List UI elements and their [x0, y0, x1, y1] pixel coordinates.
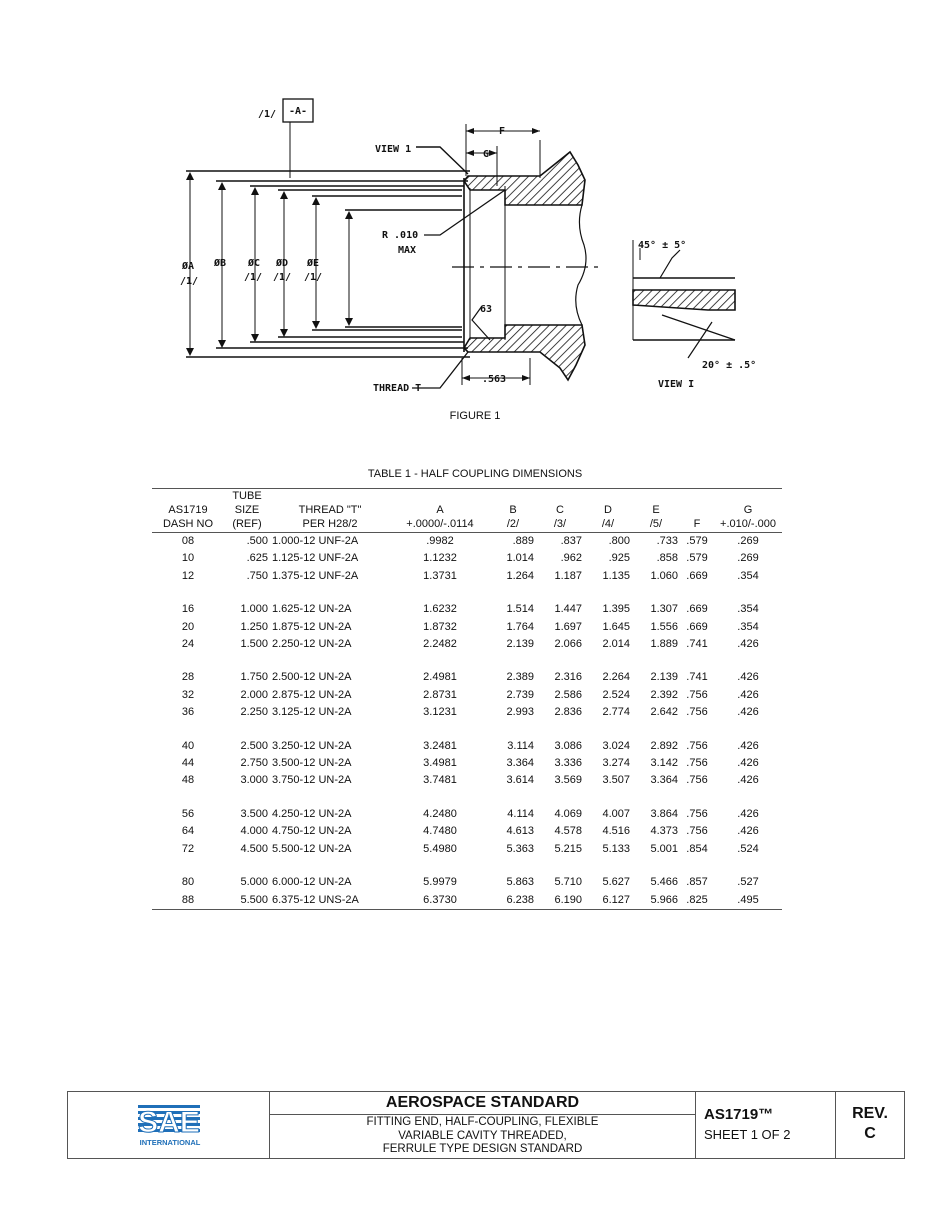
radius-note: R .010 [382, 230, 419, 241]
table-cell: 1.750 [240, 671, 268, 684]
standard-heading: AEROSPACE STANDARD [270, 1092, 695, 1115]
table-cell: 2.739 [506, 688, 534, 701]
dia-d: ØD [276, 258, 289, 269]
table-cell: 3.614 [506, 774, 534, 787]
table-cell: .889 [512, 535, 534, 547]
table-row [152, 636, 782, 653]
table-cell: 2.8731 [423, 688, 457, 701]
table-cell: .426 [737, 638, 759, 651]
table-cell: .857 [686, 876, 708, 889]
table-cell: 5.500-12 UN-2A [272, 842, 352, 855]
table-cell: 4.500 [240, 842, 268, 855]
column-header-line: B [509, 504, 517, 516]
table-cell: 1.447 [554, 603, 582, 616]
table-cell: .756 [686, 739, 708, 752]
column-header-line: TUBE [232, 490, 262, 502]
table-cell: 4.114 [507, 807, 534, 820]
table-cell: 4.750-12 UN-2A [272, 825, 352, 838]
table-cell: 2.642 [650, 706, 678, 719]
table-cell: 08 [181, 535, 195, 547]
title-line-2: VARIABLE CAVITY THREADED, [398, 1129, 567, 1142]
table-cell: .426 [737, 807, 759, 820]
sae-logo [68, 1092, 270, 1158]
title-cell [270, 1092, 696, 1158]
table-cell: 1.625-12 UN-2A [272, 603, 352, 616]
table-cell: 4.578 [554, 825, 582, 838]
group-spacer [152, 653, 782, 669]
table-cell: 64 [181, 825, 195, 838]
table-cell: 20 [181, 620, 195, 633]
column-header [390, 489, 490, 533]
table-cell: .495 [737, 893, 759, 906]
table-cell: .741 [686, 671, 708, 684]
table-row [152, 755, 782, 772]
table-cell: 3.507 [602, 774, 630, 787]
table-cell: .269 [737, 535, 759, 547]
table-cell: 2.250-12 UN-2A [272, 638, 352, 651]
table-cell: .756 [686, 774, 708, 787]
table-cell: 1.889 [650, 638, 678, 651]
table-cell: .756 [686, 757, 708, 770]
table-row [152, 738, 782, 755]
table-cell: 2.750 [240, 757, 268, 770]
table-cell: 6.000-12 UN-2A [272, 876, 352, 889]
table-cell: 3.125-12 UN-2A [272, 706, 352, 719]
table-row [152, 823, 782, 840]
table-cell: .625 [246, 552, 268, 565]
table-cell: .524 [737, 842, 759, 855]
table-cell: 1.264 [506, 569, 534, 582]
column-header [536, 489, 584, 533]
angle-top: 45° ± 5° [638, 240, 687, 251]
table-cell: .669 [686, 569, 708, 582]
table-cell: 1.8732 [423, 620, 457, 633]
table-cell: 1.125-12 UNF-2A [272, 552, 359, 565]
table-cell: .354 [737, 603, 759, 616]
table-cell: 32 [181, 688, 195, 701]
table-cell: 5.500 [240, 893, 268, 906]
group-spacer [152, 790, 782, 806]
table-row [152, 568, 782, 585]
table-cell: 1.6232 [423, 603, 457, 616]
table-cell: 4.007 [602, 807, 630, 820]
table-cell: 2.316 [554, 671, 582, 684]
length-dim: .563 [482, 374, 507, 385]
dia-d-note: /1/ [273, 272, 292, 283]
column-header-line: /5/ [649, 518, 663, 530]
table-cell: .825 [686, 893, 708, 906]
table-row [152, 550, 782, 567]
table-cell: 1.3731 [423, 569, 457, 582]
logo-sub: INTERNATIONAL [139, 1138, 201, 1147]
table-cell: .858 [656, 552, 678, 565]
table-cell: 2.875-12 UN-2A [272, 688, 352, 701]
column-header-line: PER H28/2 [302, 518, 358, 530]
table-cell: 3.024 [602, 739, 630, 752]
table-cell: 1.556 [650, 620, 678, 633]
table-cell: 2.586 [554, 688, 582, 701]
dia-a-note: /1/ [180, 276, 199, 287]
table-cell: 3.086 [554, 739, 582, 752]
table-cell: 3.114 [507, 739, 534, 752]
group-spacer [152, 585, 782, 601]
datum-note: /1/ [258, 109, 277, 120]
figure-caption: FIGURE 1 [449, 410, 501, 422]
column-header [224, 489, 270, 533]
table-cell: 1.000 [240, 603, 268, 616]
table-row [152, 704, 782, 721]
table-cell: 3.2481 [423, 739, 457, 752]
column-header-line: E [652, 504, 660, 516]
table-cell: 3.7481 [423, 774, 457, 787]
table-cell: 80 [181, 876, 195, 889]
table-cell: .426 [737, 757, 759, 770]
table-cell: .579 [686, 535, 708, 547]
revision-cell [836, 1092, 904, 1158]
column-header-line: +.0000/-.0114 [406, 518, 474, 530]
table-cell: 2.014 [602, 638, 630, 651]
document-cell [696, 1092, 836, 1158]
table-cell: 24 [181, 638, 195, 651]
table-cell: .733 [656, 535, 678, 547]
table-cell: 3.364 [506, 757, 534, 770]
group-spacer [152, 858, 782, 874]
logo-text: SAE [138, 1106, 200, 1139]
table-cell: 5.710 [554, 876, 582, 889]
table-cell: 5.863 [506, 876, 534, 889]
table-cell: 5.466 [650, 876, 678, 889]
table-cell: 1.135 [602, 569, 630, 582]
table-cell: 40 [181, 739, 195, 752]
radius-max: MAX [398, 245, 417, 256]
table-cell: 2.524 [602, 688, 630, 701]
column-header-line: THREAD "T" [298, 504, 362, 516]
table-cell: 2.392 [650, 688, 678, 701]
table-row [152, 601, 782, 618]
table-cell: 1.375-12 UNF-2A [272, 569, 359, 582]
table-cell: 4.373 [650, 825, 678, 838]
table-cell: .426 [737, 688, 759, 701]
table-cell: .669 [686, 603, 708, 616]
table-cell: 1.514 [506, 603, 534, 616]
table-cell: .800 [608, 535, 630, 547]
table-cell: .579 [686, 552, 708, 565]
table-cell: .426 [737, 706, 759, 719]
table-cell: 1.875-12 UN-2A [272, 620, 352, 633]
table-cell: 2.389 [506, 671, 534, 684]
table-cell: .527 [737, 876, 759, 889]
table-cell: 2.139 [506, 638, 534, 651]
table-cell: 3.142 [650, 757, 678, 770]
table-row [152, 806, 782, 823]
table-caption: TABLE 1 - HALF COUPLING DIMENSIONS [367, 468, 583, 480]
table-cell: 1.000-12 UNF-2A [272, 535, 359, 547]
table-header [152, 489, 782, 533]
table-cell: 2.892 [650, 739, 678, 752]
table-cell: .354 [737, 620, 759, 633]
header-row [152, 489, 782, 533]
column-header [152, 489, 224, 533]
table-cell: .854 [686, 842, 708, 855]
dia-a: ØA [182, 261, 195, 272]
table-cell: 2.066 [554, 638, 582, 651]
column-header [270, 489, 390, 533]
dimensions-table [152, 488, 782, 910]
table-cell: .269 [737, 552, 759, 565]
table-cell: .756 [686, 825, 708, 838]
table-cell: 56 [181, 807, 195, 820]
column-header [632, 489, 680, 533]
table-cell: 2.774 [602, 706, 630, 719]
table-body [152, 533, 782, 910]
table-cell: 5.4980 [423, 842, 457, 855]
table-cell: 4.516 [602, 825, 630, 838]
dia-b: ØB [214, 258, 227, 269]
table-cell: 5.000 [240, 876, 268, 889]
column-header [680, 489, 714, 533]
table-cell: 3.1231 [423, 706, 457, 719]
table-cell: 3.864 [650, 807, 678, 820]
table-cell: 44 [181, 757, 195, 770]
column-header [714, 489, 782, 533]
table-cell: .837 [560, 535, 582, 547]
table-row [152, 687, 782, 704]
title-line-1: FITTING END, HALF-COUPLING, FLEXIBLE [366, 1116, 599, 1128]
table-cell: 3.569 [554, 774, 582, 787]
dim-f: F [499, 126, 506, 137]
table-cell: 72 [181, 842, 195, 855]
title-block [67, 1091, 905, 1159]
table-cell: 1.1232 [423, 552, 457, 565]
table-cell: .756 [686, 706, 708, 719]
group-spacer [152, 722, 782, 738]
table-cell: .925 [608, 552, 630, 565]
table-row [152, 892, 782, 910]
dia-e: ØE [307, 258, 320, 269]
table-cell: .750 [246, 569, 268, 582]
table-cell: 1.645 [602, 620, 630, 633]
column-header-line: G [743, 504, 753, 516]
table-cell: 5.966 [650, 893, 678, 906]
dia-c-note: /1/ [244, 272, 263, 283]
table-cell: 2.250 [240, 706, 268, 719]
table-cell: 3.250-12 UN-2A [272, 739, 352, 752]
column-header-line: /4/ [601, 518, 615, 530]
table-cell: 3.000 [240, 774, 268, 787]
table-cell: 10 [181, 552, 195, 565]
column-header-line: AS1719 [168, 504, 208, 516]
table-cell: 4.2480 [423, 807, 457, 820]
table-cell: 5.363 [506, 842, 534, 855]
column-header-line: SIZE [234, 504, 260, 516]
table-cell: 88 [181, 893, 195, 906]
table-row [152, 874, 782, 891]
table-cell: 4.000 [240, 825, 268, 838]
table-cell: 3.750-12 UN-2A [272, 774, 352, 787]
column-header-line: DASH NO [162, 518, 214, 530]
table-cell: 2.993 [506, 706, 534, 719]
datum-label: -A- [289, 106, 308, 117]
table-cell: .426 [737, 671, 759, 684]
table-cell: 4.7480 [423, 825, 457, 838]
table-cell: 5.627 [602, 876, 630, 889]
table-cell: 1.395 [602, 603, 630, 616]
table-cell: 2.2482 [423, 638, 457, 651]
table-row [152, 533, 782, 551]
title-line-3: FERRULE TYPE DESIGN STANDARD [382, 1143, 583, 1155]
column-header-line: D [604, 504, 612, 516]
table-row [152, 669, 782, 686]
table-cell: 6.238 [506, 893, 534, 906]
table-cell: 12 [181, 569, 195, 582]
table-cell: .426 [737, 774, 759, 787]
column-header-line: F [693, 518, 701, 530]
table-cell: 2.264 [602, 671, 630, 684]
view-ref: VIEW 1 [375, 144, 412, 155]
table-cell: 16 [181, 603, 195, 616]
table-cell: 2.000 [240, 688, 268, 701]
table-cell: .426 [737, 825, 759, 838]
thread-label: THREAD T [373, 383, 422, 394]
table-cell: 1.307 [650, 603, 678, 616]
column-header-line: +.010/-.000 [720, 518, 776, 530]
sheet-number: SHEET 1 OF 2 [704, 1127, 791, 1142]
table-cell: 3.336 [554, 757, 582, 770]
table-row [152, 619, 782, 636]
table-cell: .500 [246, 535, 268, 547]
table-cell: .962 [560, 552, 582, 565]
table-cell: 2.500-12 UN-2A [272, 671, 352, 684]
table-cell: 5.133 [602, 842, 630, 855]
table-cell: 4.250-12 UN-2A [272, 807, 352, 820]
column-header-line: /2/ [506, 518, 520, 530]
table-cell: 6.3730 [423, 893, 457, 906]
table-cell: 1.250 [240, 620, 268, 633]
table-cell: 6.190 [554, 893, 582, 906]
table-cell: 3.364 [650, 774, 678, 787]
column-header [584, 489, 632, 533]
angle-bottom: 20° ± .5° [702, 360, 757, 371]
table-cell: 5.215 [554, 842, 582, 855]
table-row [152, 772, 782, 789]
doc-number: AS1719™ [704, 1106, 774, 1123]
table-cell: 4.613 [506, 825, 534, 838]
dim-g: G [483, 149, 490, 160]
dia-e-note: /1/ [304, 272, 323, 283]
column-header-line: A [436, 504, 444, 516]
table-cell: .756 [686, 688, 708, 701]
rev-value: C [864, 1125, 876, 1142]
table-cell: .756 [686, 807, 708, 820]
column-header [490, 489, 536, 533]
table-cell: 3.274 [602, 757, 630, 770]
table-cell: 6.375-12 UNS-2A [272, 893, 359, 906]
table-cell: .426 [737, 739, 759, 752]
table-cell: 2.836 [554, 706, 582, 719]
rev-label: REV. [852, 1105, 888, 1122]
table-cell: 1.697 [554, 620, 582, 633]
view-label: VIEW I [658, 379, 695, 390]
table-cell: 5.9979 [423, 876, 457, 889]
table-cell: 28 [181, 671, 195, 684]
table-cell: 4.069 [554, 807, 582, 820]
table-cell: 3.500 [240, 807, 268, 820]
table-cell: 2.139 [650, 671, 678, 684]
table-cell: 48 [181, 774, 195, 787]
table-cell: 1.764 [506, 620, 534, 633]
figure-1-drawing [0, 0, 950, 420]
table-cell: 6.127 [602, 893, 630, 906]
column-header-line: (REF) [232, 518, 262, 530]
table-cell: 3.4981 [423, 757, 457, 770]
table-cell: 2.500 [240, 739, 268, 752]
column-header-line: C [556, 504, 564, 516]
table-cell: 2.4981 [423, 671, 457, 684]
table-cell: 5.001 [650, 842, 678, 855]
dia-c: ØC [248, 258, 261, 269]
table-cell: 1.060 [650, 569, 678, 582]
table-cell: 1.014 [506, 552, 534, 565]
column-header-line: /3/ [553, 518, 567, 530]
table-cell: .9982 [426, 535, 454, 547]
table-cell: .741 [686, 638, 708, 651]
table-cell: 3.500-12 UN-2A [272, 757, 352, 770]
table-cell: 1.187 [554, 569, 582, 582]
finish-mark: 63 [480, 304, 493, 315]
table-cell: 1.500 [240, 638, 268, 651]
table-cell: 36 [181, 706, 195, 719]
table-cell: .354 [737, 569, 759, 582]
table-row [152, 841, 782, 858]
table-cell: .669 [686, 620, 708, 633]
